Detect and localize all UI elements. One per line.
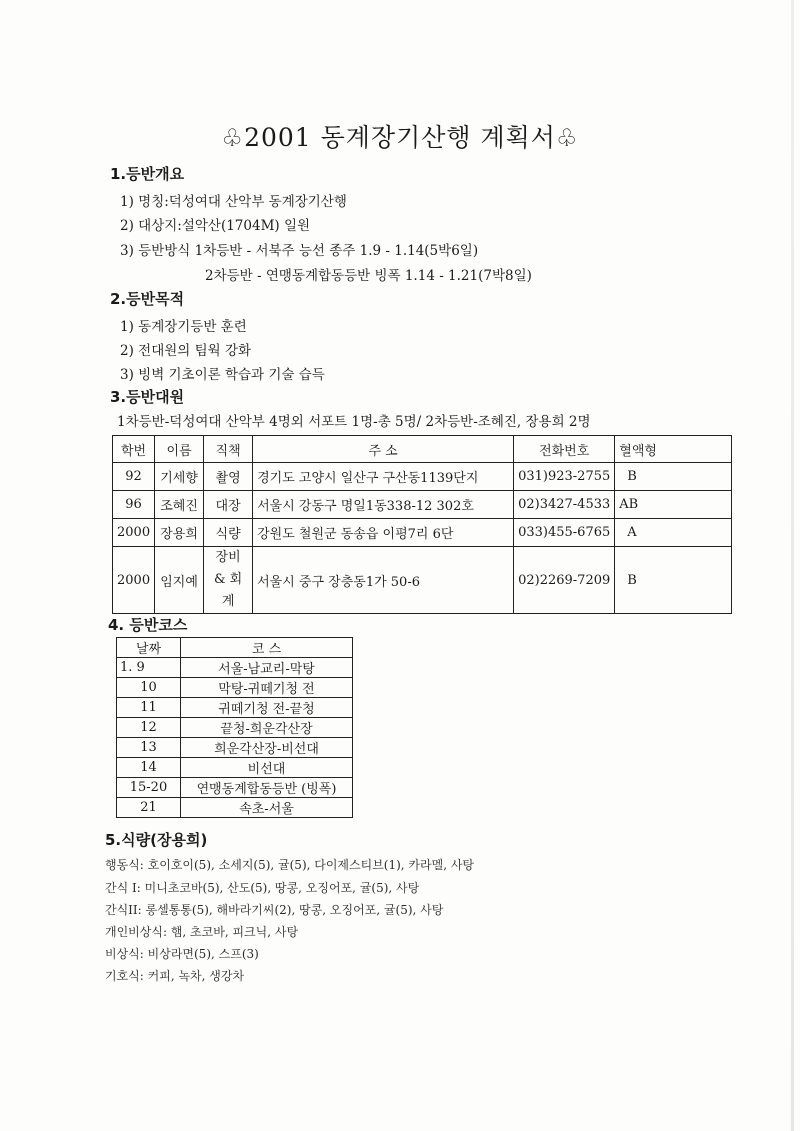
cell-id: 96 bbox=[113, 491, 155, 519]
cell-name: 임지예 bbox=[155, 547, 204, 614]
food-line: 간식 I: 미니초코바(5), 산도(5), 땅콩, 오징어포, 귤(5), 사탕 bbox=[105, 881, 420, 895]
table-row bbox=[117, 798, 353, 818]
section2-heading: 2.등반목적 bbox=[110, 290, 185, 308]
cell-name: 장용희 bbox=[155, 519, 204, 547]
section2-item: 3) 빙벽 기초이론 학습과 기술 습득 bbox=[120, 367, 325, 383]
section3-heading: 3.등반대원 bbox=[110, 388, 185, 406]
table-row bbox=[117, 778, 353, 798]
cell-role: 식량 bbox=[204, 519, 253, 547]
col-header: 날짜 bbox=[117, 638, 181, 658]
section4-heading: 4. 등반코스 bbox=[108, 616, 188, 634]
cell-route: 귀떼기청 전-끝청 bbox=[181, 698, 353, 718]
cell-route: 연맹동계합동등반 (빙폭) bbox=[181, 778, 353, 798]
cell-route: 끝청-희운각산장 bbox=[181, 718, 353, 738]
table-row bbox=[117, 658, 353, 678]
cell-date: 15-20 bbox=[117, 778, 181, 798]
course-table bbox=[116, 637, 353, 818]
cell-phone: 031)923-2755 bbox=[514, 463, 615, 491]
cell-route: 서울-남교리-막탕 bbox=[181, 658, 353, 678]
cell-route: 희운각산장-비선대 bbox=[181, 738, 353, 758]
col-header: 주 소 bbox=[253, 436, 514, 463]
members-table bbox=[112, 435, 732, 614]
table-row bbox=[117, 738, 353, 758]
cell-phone: 033)455-6765 bbox=[514, 519, 615, 547]
cell-date: 1. 9 bbox=[117, 658, 181, 678]
title-text: 2001 동계장기산행 계획서 bbox=[244, 123, 556, 152]
cell-phone: 02)3427-4533 bbox=[514, 491, 615, 519]
table-row bbox=[113, 491, 732, 519]
table-row bbox=[117, 698, 353, 718]
cell-blood: B bbox=[615, 463, 732, 491]
cell-name: 기세향 bbox=[155, 463, 204, 491]
section2-item: 2) 전대원의 팀웍 강화 bbox=[120, 343, 252, 359]
col-header: 코 스 bbox=[181, 638, 353, 658]
table-row bbox=[117, 758, 353, 778]
section1-item: 3) 등반방식 1차등반 - 서북주 능선 종주 1.9 - 1.14(5박6일) bbox=[120, 243, 479, 259]
cell-blood: A bbox=[615, 519, 732, 547]
food-line: 개인비상식: 햄, 초코바, 피크닉, 사탕 bbox=[105, 925, 299, 939]
col-header: 직책 bbox=[204, 436, 253, 463]
cell-route: 막탕-귀떼기청 전 bbox=[181, 678, 353, 698]
food-line: 행동식: 호이호이(5), 소세지(5), 귤(5), 다이제스티브(1), 카라멜, 사탕 bbox=[105, 858, 475, 872]
cell-id: 2000 bbox=[113, 519, 155, 547]
section5-heading: 5.식량(장용희) bbox=[105, 831, 208, 849]
cell-route: 비선대 bbox=[181, 758, 353, 778]
table-row bbox=[113, 547, 732, 614]
cell-date: 10 bbox=[117, 678, 181, 698]
cell-name: 조혜진 bbox=[155, 491, 204, 519]
cell-date: 14 bbox=[117, 758, 181, 778]
table-header-row bbox=[113, 436, 732, 463]
cell-date: 21 bbox=[117, 798, 181, 818]
cell-address: 강원도 철원군 동송읍 이평7리 6단 bbox=[253, 519, 514, 547]
table-row bbox=[113, 463, 732, 491]
cell-date: 12 bbox=[117, 718, 181, 738]
section1-item: 2) 대상지:설악산(1704M) 일원 bbox=[120, 218, 311, 234]
club-icon: ♧ bbox=[555, 124, 579, 152]
cell-id: 2000 bbox=[113, 547, 155, 614]
table-header-row bbox=[117, 638, 353, 658]
cell-id: 92 bbox=[113, 463, 155, 491]
food-line: 기호식: 커피, 녹차, 생강차 bbox=[105, 969, 245, 983]
cell-phone: 02)2269-7209 bbox=[514, 547, 615, 614]
cell-address: 서울시 중구 장충동1가 50-6 bbox=[253, 547, 514, 614]
col-header: 학번 bbox=[113, 436, 155, 463]
cell-blood: AB bbox=[615, 491, 732, 519]
food-line: 간식II: 롱셀통통(5), 해바라기씨(2), 땅콩, 오징어포, 귤(5), 사탕 bbox=[105, 903, 444, 917]
scan-edge bbox=[791, 0, 794, 1131]
table-row bbox=[117, 678, 353, 698]
cell-address: 경기도 고양시 일산구 구산동1139단지 bbox=[253, 463, 514, 491]
col-header: 전화번호 bbox=[514, 436, 615, 463]
section2-item: 1) 동계장기등반 훈련 bbox=[120, 319, 247, 335]
cell-date: 11 bbox=[117, 698, 181, 718]
page-title bbox=[0, 118, 800, 154]
cell-role: 대장 bbox=[204, 491, 253, 519]
table-row bbox=[113, 519, 732, 547]
club-icon: ♧ bbox=[221, 124, 245, 152]
col-header: 혈액형 bbox=[615, 436, 732, 463]
table-row bbox=[117, 718, 353, 738]
section1-heading: 1.등반개요 bbox=[110, 165, 185, 183]
cell-role: 장비 & 회계 bbox=[204, 547, 253, 614]
section1-item: 2차등반 - 연맹동계합동등반 빙폭 1.14 - 1.21(7박8일) bbox=[205, 268, 532, 284]
section3-summary: 1차등반-덕성여대 산악부 4명외 서포트 1명-총 5명/ 2차등반-조혜진, 장용희 2명 bbox=[117, 414, 591, 430]
food-line: 비상식: 비상라면(5), 스프(3) bbox=[105, 947, 259, 961]
cell-route: 속초-서울 bbox=[181, 798, 353, 818]
cell-role: 촬영 bbox=[204, 463, 253, 491]
section1-item: 1) 명칭:덕성여대 산악부 동계장기산행 bbox=[120, 194, 347, 210]
cell-address: 서울시 강동구 명일1동338-12 302호 bbox=[253, 491, 514, 519]
cell-blood: B bbox=[615, 547, 732, 614]
cell-date: 13 bbox=[117, 738, 181, 758]
col-header: 이름 bbox=[155, 436, 204, 463]
